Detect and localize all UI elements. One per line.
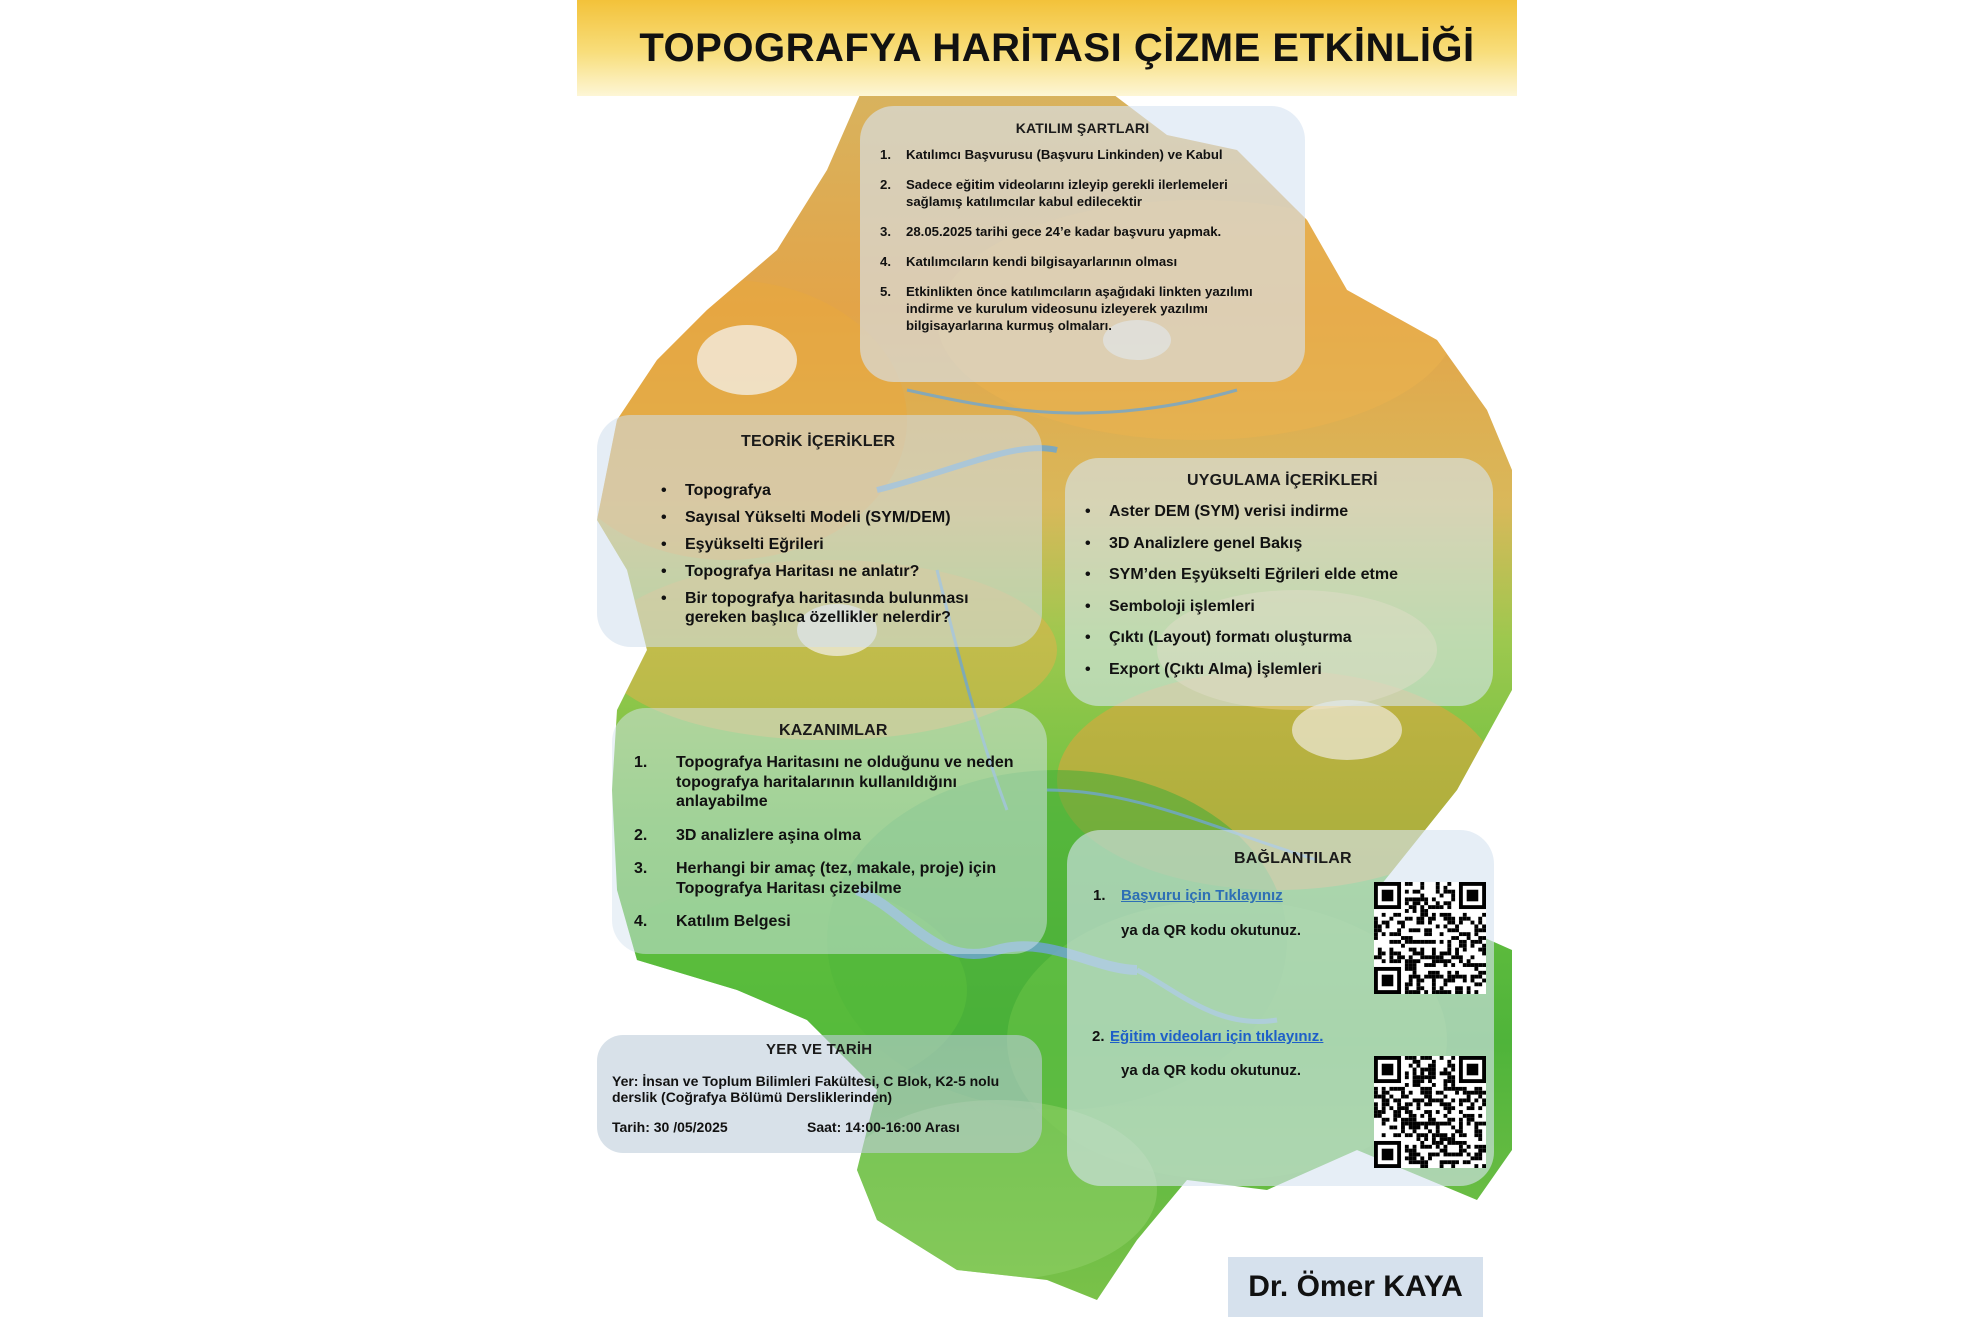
- list-item: [1085, 628, 1485, 647]
- bullet: •: [661, 509, 667, 526]
- item-number: 4.: [880, 254, 891, 269]
- links-panel: [1067, 830, 1494, 1186]
- list-item: [1085, 534, 1485, 553]
- list-item: [661, 562, 1021, 581]
- item-number: 1.: [634, 754, 648, 771]
- list-item: [880, 283, 1283, 334]
- item-text: SYM’den Eşyükselti Eğrileri elde etme: [1109, 566, 1398, 583]
- list-item: [661, 481, 1021, 500]
- item-text: Bir topografya haritasında bulunması gereken başlıca özellikler nelerdir?: [685, 590, 969, 626]
- training-qr-code-icon: [1374, 1056, 1486, 1168]
- item-text: Çıktı (Layout) formatı oluşturma: [1109, 629, 1352, 646]
- venue-address: Yer: İnsan ve Toplum Bilimleri Fakültesi, C Blok, K2-5 nolu derslik (Coğrafya Bölümü Dersliklerinden): [612, 1073, 1000, 1105]
- item-text: Semboloji işlemleri: [1109, 597, 1255, 615]
- training-videos-link[interactable]: Eğitim videoları için tıklayınız.: [1110, 1028, 1324, 1045]
- title-bar: [577, 0, 1517, 96]
- practice-panel: [1065, 458, 1493, 706]
- poster-title: TOPOGRAFYA HARİTASI ÇİZME ETKİNLİĞİ: [639, 25, 1475, 70]
- qr-note: ya da QR kodu okutunuz.: [1121, 1062, 1302, 1079]
- bullet: •: [1085, 534, 1091, 552]
- qr-note: ya da QR kodu okutunuz.: [1121, 922, 1302, 939]
- author-box: [1228, 1257, 1483, 1317]
- list-item: [661, 589, 1021, 627]
- item-text: Eşyükselti Eğrileri: [685, 536, 824, 553]
- venue-heading: YER VE TARİH: [766, 1041, 873, 1058]
- list-item: [634, 912, 1039, 932]
- item-text: Topografya: [685, 482, 771, 499]
- item-text: Etkinlikten önce katılımcıların aşağıdaki linkten yazılımı indirme ve kurulum videosunu izleyerek yazılımı bilgisayarlarına kurmuş olmaları.: [906, 284, 1253, 333]
- event-time: Saat: 14:00-16:00 Arası: [807, 1119, 960, 1135]
- bullet: •: [661, 536, 667, 553]
- practice-heading: UYGULAMA İÇERİKLERİ: [1187, 472, 1378, 489]
- item-text: 3D Analizlere genel Bakış: [1109, 534, 1303, 552]
- item-text: Herhangi bir amaç (tez, makale, proje) için Topografya Haritası çizebilme: [676, 860, 997, 897]
- event-date: Tarih: 30 /05/2025: [612, 1119, 728, 1135]
- list-item: [634, 859, 1039, 898]
- participation-heading: KATILIM ŞARTLARI: [1015, 120, 1150, 136]
- item-number: 4.: [634, 913, 648, 930]
- application-qr-code-icon: [1374, 882, 1486, 994]
- item-text: 28.05.2025 tarihi gece 24’e kadar başvuru yapmak.: [906, 224, 1222, 239]
- link2-number: 2.: [1092, 1028, 1105, 1045]
- item-text: Katılımcıların kendi bilgisayarlarının olması: [906, 254, 1178, 269]
- item-number: 5.: [880, 284, 891, 299]
- list-item: [880, 223, 1283, 240]
- theory-panel: [597, 415, 1042, 647]
- list-item: [1085, 565, 1485, 584]
- list-item: [880, 146, 1283, 163]
- practice-list: [1085, 502, 1485, 691]
- item-text: Katılım Belgesi: [676, 913, 791, 930]
- participation-list: [880, 146, 1283, 334]
- list-item: [1085, 660, 1485, 679]
- author-name: Dr. Ömer KAYA: [1248, 1270, 1463, 1303]
- link1-number: 1.: [1093, 887, 1106, 904]
- list-item: [634, 826, 1039, 846]
- list-item: [661, 508, 1021, 527]
- bullet: •: [1085, 597, 1091, 615]
- list-item: [634, 753, 1039, 812]
- item-text: Export (Çıktı Alma) İşlemleri: [1109, 660, 1322, 678]
- list-item: [880, 253, 1283, 270]
- item-number: 1.: [880, 147, 891, 162]
- outcomes-list: [634, 753, 1039, 946]
- theory-heading: TEORİK İÇERİKLER: [741, 433, 896, 450]
- item-text: Sadece eğitim videolarını izleyip gerekli ilerlemeleri sağlamış katılımcılar kabul edilecektir: [906, 177, 1228, 209]
- bullet: •: [661, 482, 667, 499]
- theory-list: [661, 481, 1021, 635]
- item-text: Katılımcı Başvurusu (Başvuru Linkinden) ve Kabul: [906, 147, 1223, 162]
- item-number: 2.: [634, 826, 648, 844]
- bullet: •: [661, 590, 667, 607]
- links-heading: BAĞLANTILAR: [1234, 850, 1352, 867]
- bullet: •: [1085, 629, 1091, 646]
- application-link[interactable]: Başvuru için Tıklayınız: [1121, 887, 1283, 904]
- list-item: [1085, 502, 1485, 521]
- item-text: Topografya Haritası ne anlatır?: [685, 563, 920, 580]
- participation-panel: [860, 106, 1305, 382]
- venue-panel: [597, 1035, 1042, 1153]
- item-number: 3.: [880, 224, 891, 239]
- bullet: •: [1085, 566, 1091, 583]
- outcomes-panel: [612, 708, 1047, 954]
- list-item: [880, 176, 1283, 210]
- list-item: [661, 535, 1021, 554]
- item-number: 3.: [634, 860, 648, 877]
- item-text: 3D analizlere aşina olma: [676, 826, 861, 844]
- item-number: 2.: [880, 177, 891, 192]
- list-item: [1085, 597, 1485, 616]
- poster: [577, 0, 1517, 1311]
- item-text: Topografya Haritasını ne olduğunu ve neden topografya haritalarının kullanıldığını anlayabilme: [676, 754, 1014, 810]
- bullet: •: [661, 563, 667, 580]
- bullet: •: [1085, 660, 1091, 678]
- bullet: •: [1085, 503, 1091, 520]
- item-text: Sayısal Yükselti Modeli (SYM/DEM): [685, 509, 951, 526]
- item-text: Aster DEM (SYM) verisi indirme: [1109, 503, 1349, 520]
- outcomes-heading: KAZANIMLAR: [779, 722, 888, 739]
